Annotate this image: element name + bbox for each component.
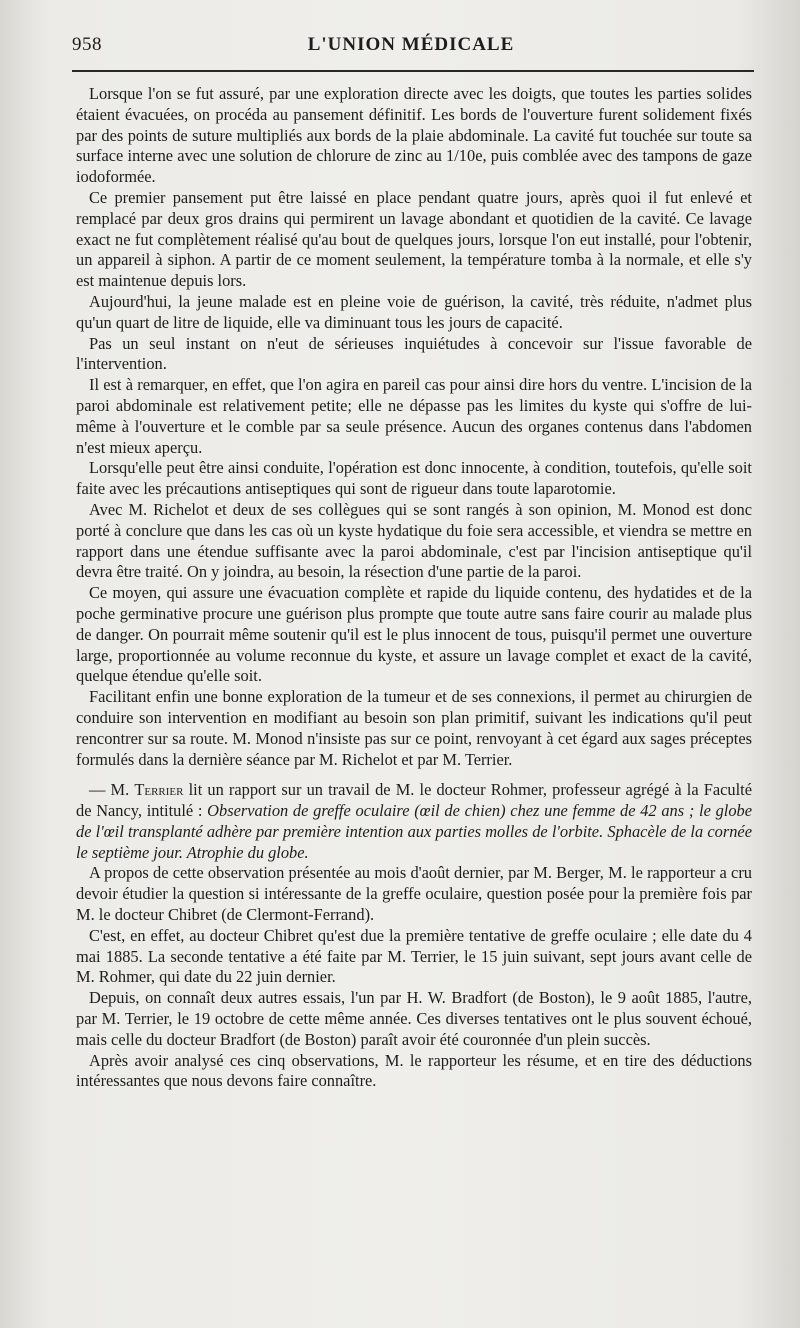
paragraph: Facilitant enfin une bonne exploration de la tumeur et de ses connexions, il permet au chirurgien de conduire son intervention en modifiant au besoin son plan primitif, suivant les indications qu'il peut rencontrer sur sa route. M. Monod n'insiste pas sur ce point, renvoyant à cet égard aux sages préceptes formulés dans la dernière séance par M. Richelot et par M. Terrier. [76, 687, 752, 769]
report-author: Terrier [134, 780, 184, 800]
paragraph: Lorsque l'on se fut assuré, par une exploration directe avec les doigts, que toutes les parties solides étaient évacuées, on procéda au pansement définitif. Les bords de l'ouverture furent solidement fixés par des points de suture multipliés aux bords de la plaie abdominale. La cavité fut touchée sur toute sa surface interne avec une solution de chlorure de zinc au 1/10e, puis comblée avec des tampons de gaze iodoformée. [76, 84, 752, 187]
paragraph: Pas un seul instant on n'eut de sérieuses inquiétudes à concevoir sur l'issue favorable de l'intervention. [76, 333, 752, 374]
header-rule [72, 70, 754, 72]
paragraph: C'est, en effet, au docteur Chibret qu'est due la première tentative de greffe oculaire ; elle date du 4 mai 1885. La seconde tentative a été faite par M. Terrier, le 15 juin suivant, sept jours avant celle de M. Rohmer, qui date du 22 juin dernier. [76, 925, 752, 987]
paragraph: Il est à remarquer, en effet, que l'on agira en pareil cas pour ainsi dire hors du ventre. L'incision de la paroi abdominale est relativement petite; elle ne dépasse pas les limites du kyste qui s'offre de lui-même à l'ouverture et le comble par sa seule présence. Aucun des organes contenus dans l'abdomen n'est mieux aperçu. [76, 375, 752, 457]
report-title: Observation de greffe oculaire (œil de chien) chez une femme de 42 ans ; le globe de l'œil transplanté adhère par première intention aux parties molles de l'orbite. Sphacèle de la cornée le septième jour. Atrophie du globe. [76, 801, 752, 862]
report-paragraph [76, 780, 752, 863]
paragraph: A propos de cette observation présentée au mois d'août dernier, par M. Berger, M. le rapporteur a cru devoir étudier la question si intéressante de la greffe oculaire, question posée pour la première fois par M. le docteur Chibret (de Clermont-Ferrand). [76, 863, 752, 925]
paragraph: Avec M. Richelot et deux de ses collègues qui se sont rangés à son opinion, M. Monod est donc porté à conclure que dans les cas où un kyste hydatique du foie sera accessible, et viendra se mettre en rapport dans une étendue suffisante avec la paroi abdominale, c'est par l'incision antiseptique qu'il devra être traité. On y joindra, au besoin, la résection d'une partie de la paroi. [76, 499, 752, 582]
running-title: L'UNION MÉDICALE [307, 34, 515, 55]
paragraph: Lorsqu'elle peut être ainsi conduite, l'opération est donc innocente, à condition, toutefois, qu'elle soit faite avec les précautions antiseptiques qui sont de rigueur dans toute laparotomie. [76, 458, 752, 499]
paragraph: Ce premier pansement put être laissé en place pendant quatre jours, après quoi il fut enlevé et remplacé par deux gros drains qui permirent un lavage abondant et quotidien de la cavité. Ce lavage exact ne fut complètement réalisé qu'au bout de quelques jours, lorsque l'on eut installé, pour l'obtenir, un appareil à siphon. A partir de ce moment seulement, la température tomba à la normale, et elle s'y est maintenue depuis lors. [76, 187, 752, 291]
paragraph: Depuis, on connaît deux autres essais, l'un par H. W. Bradfort (de Boston), le 9 août 1885, l'autre, par M. Terrier, le 19 octobre de cette même année. Ces diverses tentatives ont le plus souvent échoué, mais celle du docteur Bradfort (de Boston) paraît avoir été couronnée d'un plein succès. [76, 988, 752, 1049]
paragraph: Aujourd'hui, la jeune malade est en pleine voie de guérison, la cavité, très réduite, n'admet plus qu'un quart de litre de liquide, elle va diminuant tous les jours de capacité. [76, 291, 752, 332]
article-body [76, 84, 752, 1092]
page-header [72, 34, 750, 60]
paragraph: Ce moyen, qui assure une évacuation complète et rapide du liquide contenu, des hydatides et de la poche germinative procure une guérison plus prompte que toute autre sans faire courir au malade plus de danger. On pourrait même soutenir qu'il est le plus innocent de tous, puisqu'il permet une ouverture large, proportionnée au volume reconnue du kyste, et assure un lavage complet et exact de la cavité, quelque étendue qu'elle soit. [76, 583, 752, 686]
page-number: 958 [72, 34, 102, 55]
paragraph: Après avoir analysé ces cinq observations, M. le rapporteur les résume, et en tire des déductions intéressantes que nous devons faire connaître. [76, 1050, 752, 1091]
report-intro: lit un rapport sur un travail de M. le docteur Rohmer, professeur agrégé à la Faculté de Nancy, intitulé : [76, 780, 752, 821]
report-lead: — M. [89, 780, 135, 800]
